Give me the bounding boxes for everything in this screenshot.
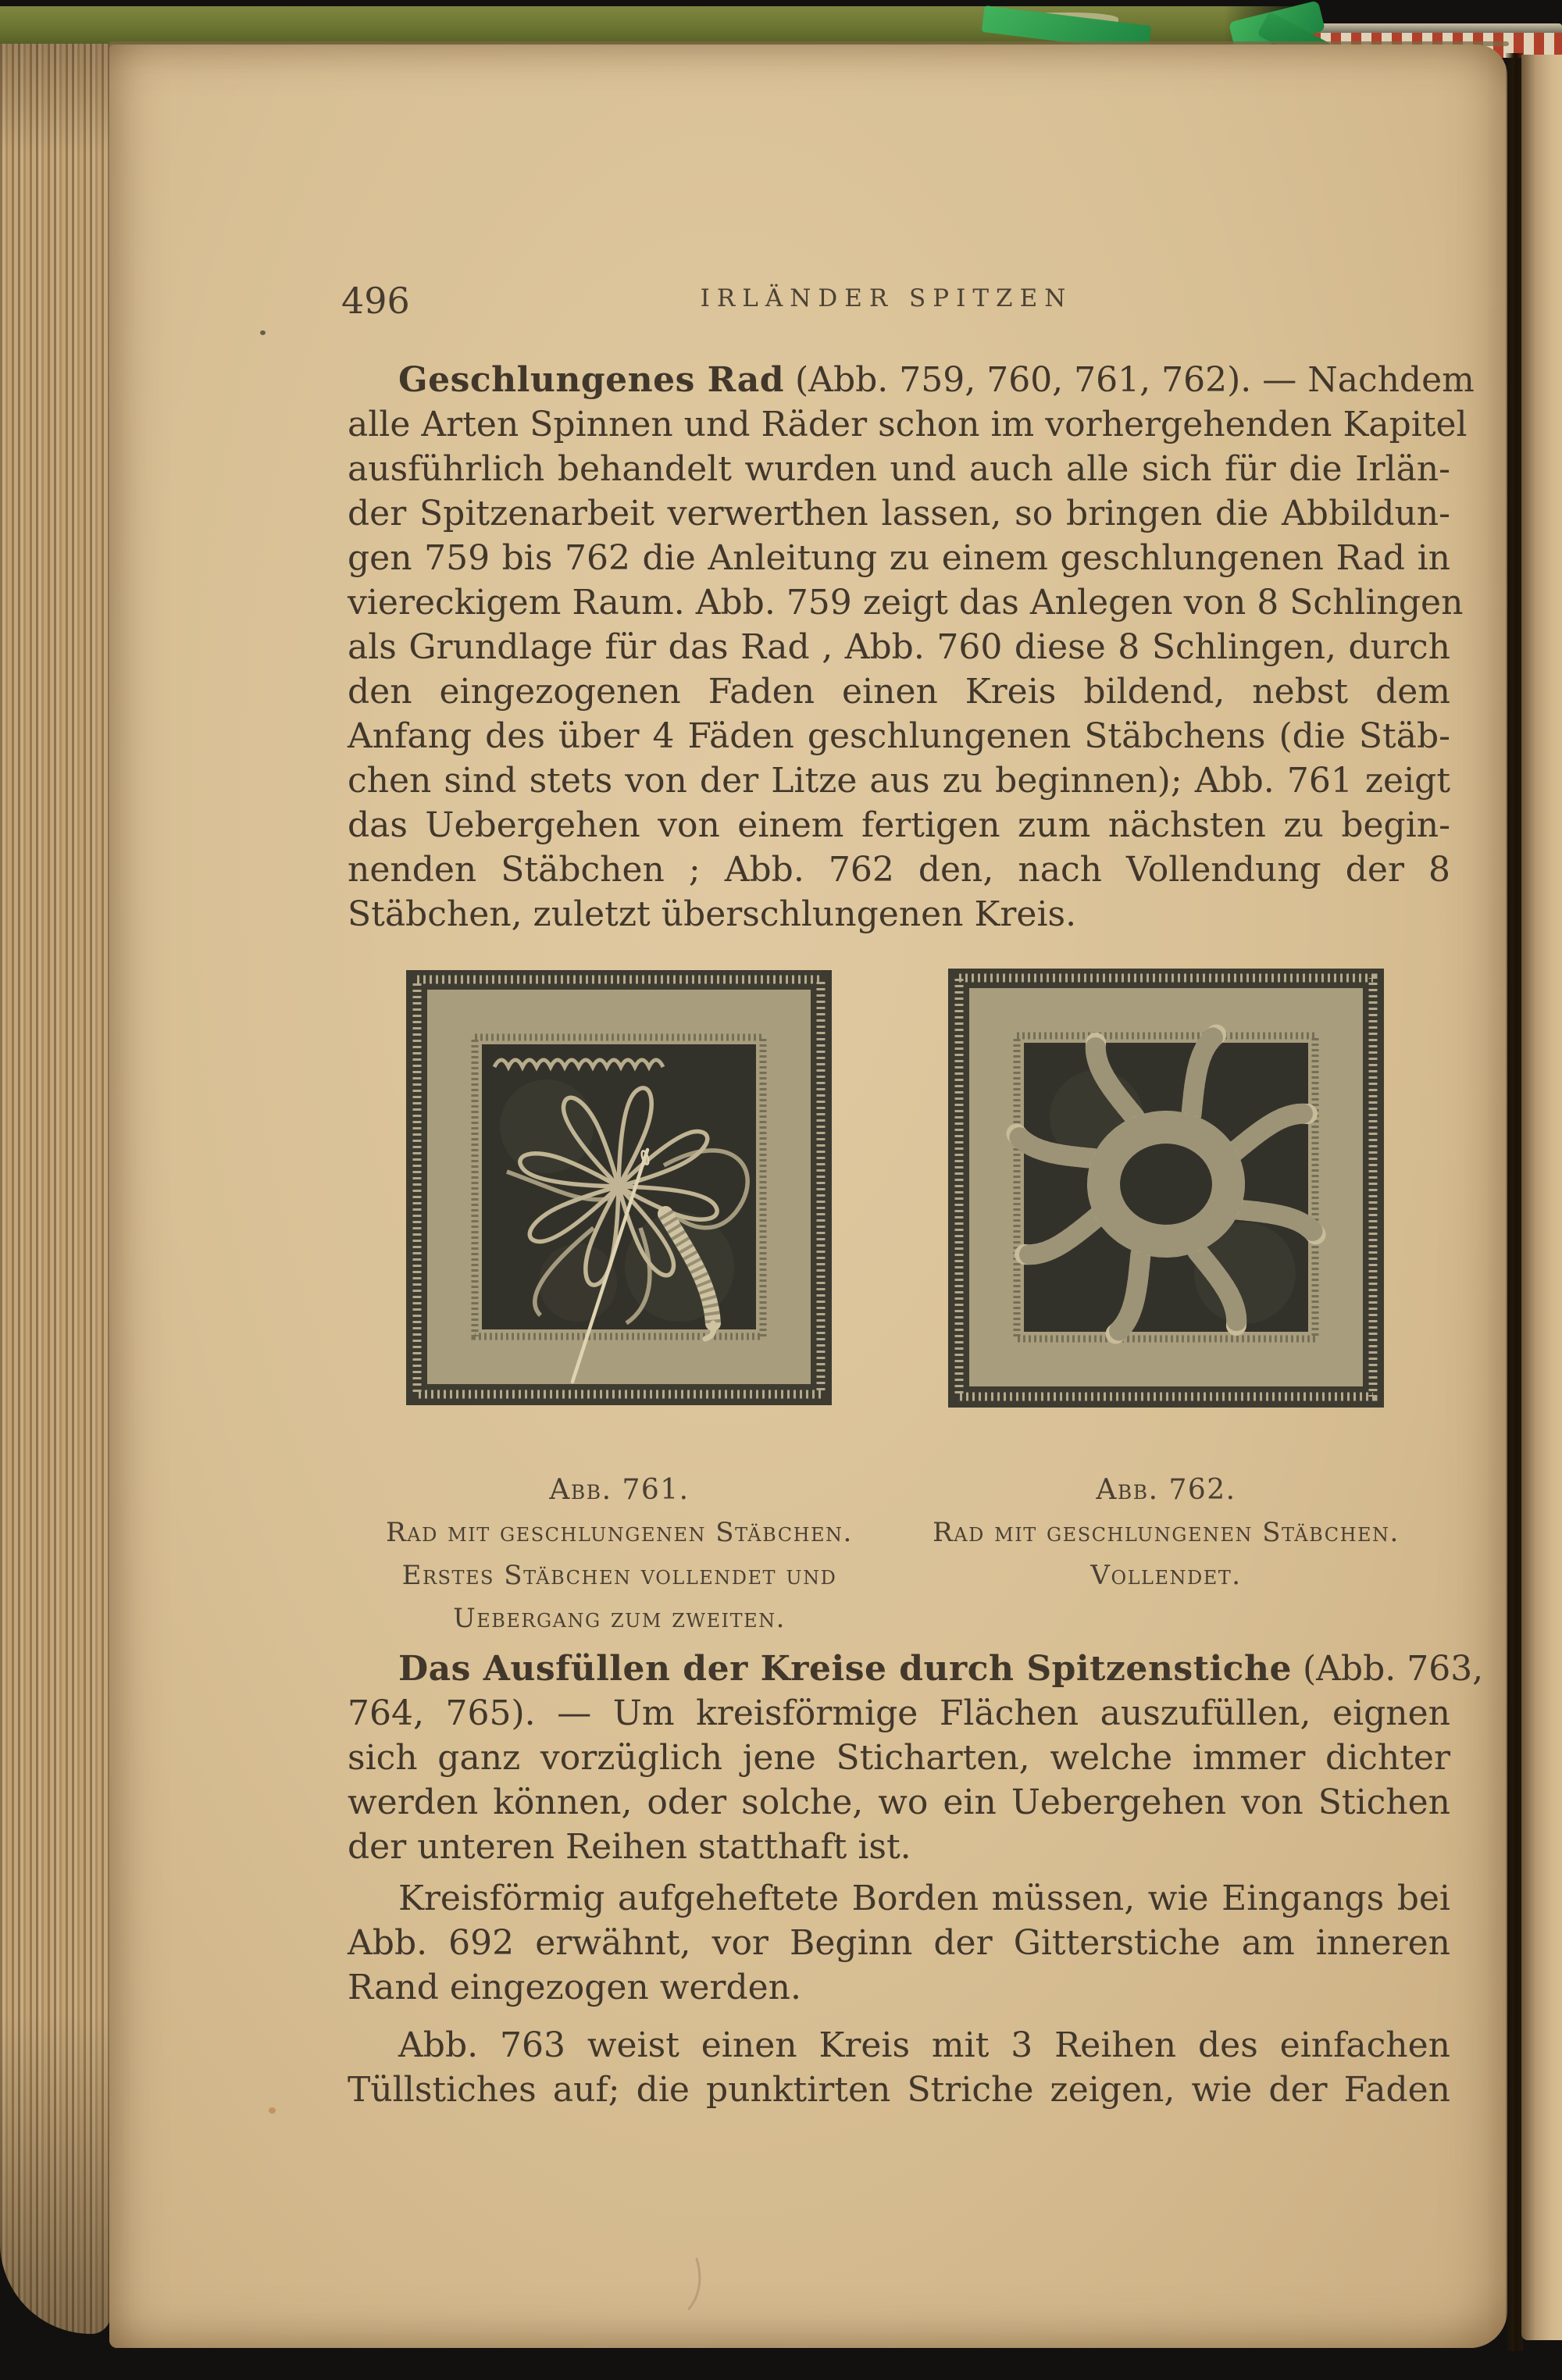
text-line: den eingezogenen Faden einen Kreis bildend, nebst dem [348,672,1450,712]
caption-line: Uebergang zum zweiten. [453,1603,786,1634]
paragraph-lead: Das Ausfüllen der Kreise durch Spitzenstiche [398,1649,1292,1689]
text-line: der Spitzenarbeit verwerthen lassen, so bringen die Abbildun- [348,494,1450,533]
text-line: Tüllstiches auf; die punktirten Striche zeigen, wie der Faden [348,2070,1450,2110]
running-title: IRLÄNDER SPITZEN [700,284,1073,312]
paragraph-geschlungenes-rad [348,358,1475,937]
caption-line: Rad mit geschlungenen Stäbchen. [386,1517,853,1548]
book-gutter [1506,53,1523,2351]
paragraph-abb-763 [348,2023,1450,2112]
text-line: ausführlich behandelt wurden und auch alle sich für die Irlän- [348,449,1450,489]
text-line: alle Arten Spinnen und Räder schon im vorhergehenden Kapitel [348,405,1467,444]
text-line: Geschlungenes Rad (Abb. 759, 760, 761, 762). — Nachdem [398,360,1475,400]
text-line: Abb. 692 erwähnt, vor Beginn der Gitterstiche am inneren [348,1923,1450,1963]
facing-page-edge [1521,55,1562,2340]
ink-speck [260,330,266,335]
text-line: sich ganz vorzüglich jene Sticharten, welche immer dichter [348,1738,1450,1778]
text-line: Abb. 763 weist einen Kreis mit 3 Reihen des einfachen [398,2025,1450,2065]
caption-line: Abb. 761. [549,1474,690,1506]
ink-squiggle [678,2256,709,2314]
page-fore-edge-stack [0,44,111,2334]
text-line: gen 759 bis 762 die Anleitung zu einem geschlungenen Rad in [348,538,1450,578]
paper-speck [269,2107,276,2114]
text-line: werden können, oder solche, wo ein Uebergehen von Stichen [348,1782,1450,1822]
text-line: Anfang des über 4 Fäden geschlungenen Stäbchens (die Stäb- [348,716,1450,756]
text-line: Stäbchen, zuletzt überschlungenen Kreis. [348,894,1077,934]
figure-761-caption [366,1468,873,1640]
text-line: der unteren Reihen statthaft ist. [348,1827,911,1867]
caption-line: Vollendet. [1090,1560,1242,1591]
paragraph-das-ausfuellen [348,1647,1484,1869]
text-line: Kreisförmig aufgeheftete Borden müssen, wie Eingangs bei [398,1879,1450,1918]
figure-762-caption [912,1468,1420,1597]
figure-761-photo [406,970,832,1405]
text-line: viereckigem Raum. Abb. 759 zeigt das Anlegen von 8 Schlingen [348,583,1464,623]
page-number: 496 [341,280,410,322]
text-line: nenden Stäbchen ; Abb. 762 den, nach Vollendung der 8 [348,850,1450,890]
text-line: Das Ausfüllen der Kreise durch Spitzenstiche (Abb. 763, [398,1649,1484,1689]
text-line: das Uebergehen von einem fertigen zum nächsten zu begin- [348,805,1450,845]
paragraph-lead: Geschlungenes Rad [398,360,785,400]
text-line: als Grundlage für das Rad , Abb. 760 diese 8 Schlingen, durch [348,627,1450,667]
caption-line: Abb. 762. [1096,1474,1236,1506]
paragraph-kreisfoermig [348,1876,1450,2010]
text-line: chen sind stets von der Litze aus zu beginnen); Abb. 761 zeigt [348,761,1450,801]
text-line: Rand eingezogen werden. [348,1968,801,2007]
text-line: 764, 765). — Um kreisförmige Flächen auszufüllen, eignen [348,1693,1450,1733]
caption-line: Erstes Stäbchen vollendet und [401,1560,837,1591]
figure-762-photo [948,969,1384,1408]
caption-line: Rad mit geschlungenen Stäbchen. [933,1517,1400,1548]
